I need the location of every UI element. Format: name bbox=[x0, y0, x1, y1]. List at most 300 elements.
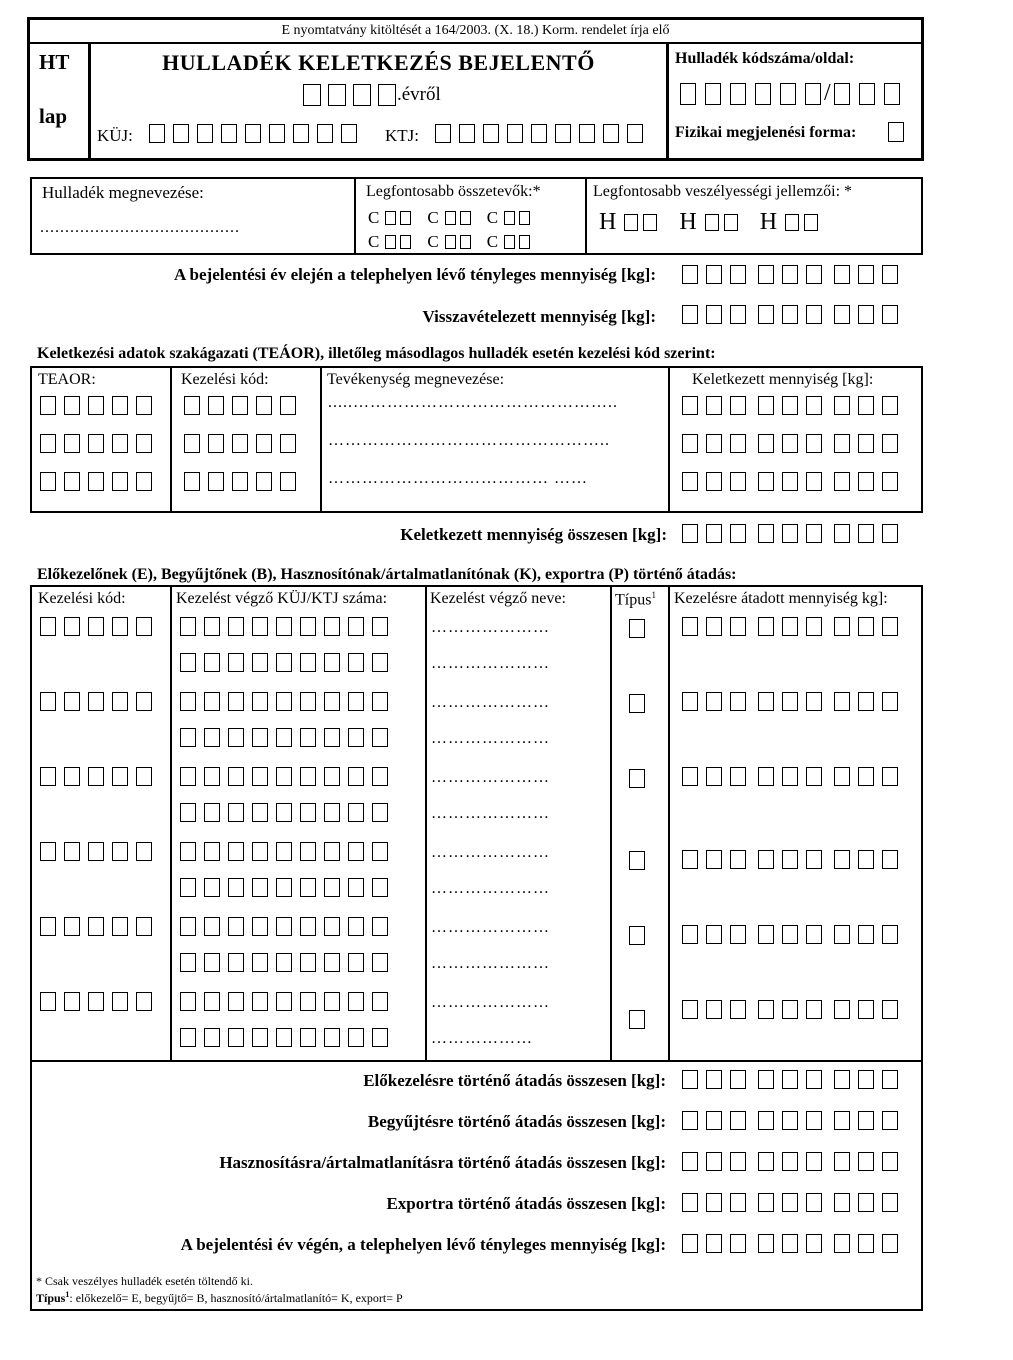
digit-box[interactable] bbox=[806, 1000, 822, 1019]
tr-ktj-input[interactable] bbox=[180, 803, 388, 822]
digit-box[interactable] bbox=[372, 803, 388, 822]
digit-box[interactable] bbox=[88, 617, 104, 636]
digit-box[interactable] bbox=[782, 396, 798, 415]
digit-box[interactable] bbox=[228, 842, 244, 861]
digit-box[interactable] bbox=[730, 617, 746, 636]
digit-box[interactable] bbox=[256, 434, 272, 453]
digit-box[interactable] bbox=[882, 767, 898, 786]
digit-box[interactable] bbox=[232, 396, 248, 415]
digit-box[interactable] bbox=[834, 767, 850, 786]
digit-box[interactable] bbox=[180, 692, 196, 711]
digit-box[interactable] bbox=[300, 992, 316, 1011]
digit-box[interactable] bbox=[64, 842, 80, 861]
digit-box[interactable] bbox=[252, 842, 268, 861]
digit-box[interactable] bbox=[758, 265, 774, 284]
digit-box[interactable] bbox=[706, 1000, 722, 1019]
digit-box[interactable] bbox=[682, 472, 698, 491]
digit-box[interactable] bbox=[782, 472, 798, 491]
digit-box[interactable] bbox=[730, 1000, 746, 1019]
digit-box[interactable] bbox=[204, 953, 220, 972]
digit-box[interactable] bbox=[40, 992, 56, 1011]
digit-box[interactable] bbox=[706, 925, 722, 944]
tr-name-field[interactable]: ………………… bbox=[431, 880, 550, 897]
digit-box[interactable] bbox=[706, 767, 722, 786]
digit-box[interactable] bbox=[782, 1152, 798, 1171]
digit-box[interactable] bbox=[64, 917, 80, 936]
digit-box[interactable] bbox=[136, 434, 152, 453]
digit-box[interactable] bbox=[882, 472, 898, 491]
tr-name-field[interactable]: ………………… bbox=[431, 844, 550, 861]
digit-box[interactable] bbox=[782, 925, 798, 944]
hazard-grid[interactable]: H H H bbox=[599, 209, 818, 236]
digit-box[interactable] bbox=[348, 767, 364, 786]
digit-box[interactable] bbox=[730, 265, 746, 284]
digit-box[interactable] bbox=[758, 767, 774, 786]
digit-box[interactable] bbox=[204, 878, 220, 897]
digit-box[interactable] bbox=[882, 850, 898, 869]
tr-kuj-input[interactable] bbox=[180, 617, 388, 636]
digit-box[interactable] bbox=[758, 1111, 774, 1130]
digit-box[interactable] bbox=[372, 842, 388, 861]
digit-box[interactable] bbox=[112, 842, 128, 861]
digit-box[interactable] bbox=[204, 728, 220, 747]
digit-box[interactable] bbox=[758, 1152, 774, 1171]
digit-box[interactable] bbox=[758, 524, 774, 543]
digit-box[interactable] bbox=[806, 1152, 822, 1171]
digit-box[interactable] bbox=[136, 472, 152, 491]
digit-box[interactable] bbox=[348, 617, 364, 636]
digit-box[interactable] bbox=[64, 992, 80, 1011]
digit-box[interactable] bbox=[324, 728, 340, 747]
digit-box[interactable] bbox=[806, 850, 822, 869]
digit-box[interactable] bbox=[252, 617, 268, 636]
waste-code-input[interactable] bbox=[680, 80, 900, 107]
digit-box[interactable] bbox=[682, 1234, 698, 1253]
digit-box[interactable] bbox=[228, 728, 244, 747]
digit-box[interactable] bbox=[180, 992, 196, 1011]
ktj-input[interactable] bbox=[435, 124, 643, 143]
digit-box[interactable] bbox=[858, 472, 874, 491]
digit-box[interactable] bbox=[372, 728, 388, 747]
digit-box[interactable] bbox=[882, 524, 898, 543]
digit-box[interactable] bbox=[834, 1111, 850, 1130]
digit-box[interactable] bbox=[208, 472, 224, 491]
digit-box[interactable] bbox=[136, 917, 152, 936]
digit-box[interactable] bbox=[730, 1070, 746, 1089]
digit-box[interactable] bbox=[112, 917, 128, 936]
digit-box[interactable] bbox=[180, 1028, 196, 1047]
digit-box[interactable] bbox=[834, 1193, 850, 1212]
digit-box[interactable] bbox=[730, 434, 746, 453]
digit-box[interactable] bbox=[806, 767, 822, 786]
digit-box[interactable] bbox=[834, 265, 850, 284]
digit-box[interactable] bbox=[348, 878, 364, 897]
digit-box[interactable] bbox=[300, 1028, 316, 1047]
digit-box[interactable] bbox=[372, 992, 388, 1011]
digit-box[interactable] bbox=[806, 1070, 822, 1089]
tr-ktj-input[interactable] bbox=[180, 728, 388, 747]
digit-box[interactable] bbox=[300, 692, 316, 711]
digit-box[interactable] bbox=[758, 1000, 774, 1019]
digit-box[interactable] bbox=[372, 692, 388, 711]
digit-box[interactable] bbox=[208, 434, 224, 453]
digit-box[interactable] bbox=[372, 653, 388, 672]
digit-box[interactable] bbox=[372, 1028, 388, 1047]
digit-box[interactable] bbox=[806, 265, 822, 284]
digit-box[interactable] bbox=[204, 653, 220, 672]
digit-box[interactable] bbox=[782, 434, 798, 453]
digit-box[interactable] bbox=[682, 434, 698, 453]
tr-quantity-input[interactable] bbox=[682, 692, 898, 711]
digit-box[interactable] bbox=[682, 305, 698, 324]
digit-box[interactable] bbox=[276, 653, 292, 672]
tr-treatment-input[interactable] bbox=[40, 917, 152, 936]
digit-box[interactable] bbox=[858, 305, 874, 324]
generation-total-input[interactable] bbox=[682, 524, 898, 543]
digit-box[interactable] bbox=[782, 524, 798, 543]
gen-quantity-input[interactable] bbox=[682, 434, 898, 453]
digit-box[interactable] bbox=[372, 767, 388, 786]
digit-box[interactable] bbox=[858, 396, 874, 415]
tr-name-field[interactable]: ………………… bbox=[431, 694, 550, 711]
digit-box[interactable] bbox=[64, 692, 80, 711]
gen-treatment-input[interactable] bbox=[184, 472, 296, 491]
digit-box[interactable] bbox=[348, 842, 364, 861]
digit-box[interactable] bbox=[782, 767, 798, 786]
digit-box[interactable] bbox=[300, 842, 316, 861]
digit-box[interactable] bbox=[64, 434, 80, 453]
digit-box[interactable] bbox=[204, 992, 220, 1011]
digit-box[interactable] bbox=[228, 1028, 244, 1047]
digit-box[interactable] bbox=[252, 992, 268, 1011]
digit-box[interactable] bbox=[782, 617, 798, 636]
digit-box[interactable] bbox=[252, 692, 268, 711]
digit-box[interactable] bbox=[228, 617, 244, 636]
digit-box[interactable] bbox=[372, 917, 388, 936]
digit-box[interactable] bbox=[682, 524, 698, 543]
digit-box[interactable] bbox=[706, 1111, 722, 1130]
digit-box[interactable] bbox=[730, 925, 746, 944]
digit-box[interactable] bbox=[834, 305, 850, 324]
digit-box[interactable] bbox=[204, 842, 220, 861]
digit-box[interactable] bbox=[882, 305, 898, 324]
digit-box[interactable] bbox=[730, 692, 746, 711]
digit-box[interactable] bbox=[782, 305, 798, 324]
digit-box[interactable] bbox=[706, 1234, 722, 1253]
digit-box[interactable] bbox=[758, 617, 774, 636]
digit-box[interactable] bbox=[64, 396, 80, 415]
digit-box[interactable] bbox=[252, 728, 268, 747]
digit-box[interactable] bbox=[228, 917, 244, 936]
digit-box[interactable] bbox=[184, 434, 200, 453]
digit-box[interactable] bbox=[782, 1234, 798, 1253]
digit-box[interactable] bbox=[834, 692, 850, 711]
tr-treatment-input[interactable] bbox=[40, 692, 152, 711]
digit-box[interactable] bbox=[882, 1000, 898, 1019]
tr-quantity-input[interactable] bbox=[682, 1000, 898, 1019]
tr-name-field[interactable]: ………………… bbox=[431, 955, 550, 972]
tr-kuj-input[interactable] bbox=[180, 917, 388, 936]
digit-box[interactable] bbox=[280, 472, 296, 491]
digit-box[interactable] bbox=[276, 953, 292, 972]
physical-form-input[interactable] bbox=[888, 122, 904, 142]
gen-teaor-input[interactable] bbox=[40, 472, 152, 491]
digit-box[interactable] bbox=[64, 472, 80, 491]
digit-box[interactable] bbox=[276, 617, 292, 636]
transfer-total-input[interactable] bbox=[682, 1070, 898, 1089]
digit-box[interactable] bbox=[276, 728, 292, 747]
gen-quantity-input[interactable] bbox=[682, 472, 898, 491]
digit-box[interactable] bbox=[834, 1070, 850, 1089]
digit-box[interactable] bbox=[252, 803, 268, 822]
digit-box[interactable] bbox=[228, 692, 244, 711]
digit-box[interactable] bbox=[834, 1234, 850, 1253]
digit-box[interactable] bbox=[348, 803, 364, 822]
tr-type-input[interactable] bbox=[629, 619, 645, 638]
digit-box[interactable] bbox=[348, 653, 364, 672]
digit-box[interactable] bbox=[882, 396, 898, 415]
tr-quantity-input[interactable] bbox=[682, 925, 898, 944]
digit-box[interactable] bbox=[730, 850, 746, 869]
digit-box[interactable] bbox=[180, 767, 196, 786]
digit-box[interactable] bbox=[204, 767, 220, 786]
digit-box[interactable] bbox=[252, 767, 268, 786]
digit-box[interactable] bbox=[682, 617, 698, 636]
digit-box[interactable] bbox=[682, 767, 698, 786]
digit-box[interactable] bbox=[806, 524, 822, 543]
digit-box[interactable] bbox=[40, 917, 56, 936]
digit-box[interactable] bbox=[276, 803, 292, 822]
digit-box[interactable] bbox=[682, 265, 698, 284]
digit-box[interactable] bbox=[858, 1234, 874, 1253]
digit-box[interactable] bbox=[252, 953, 268, 972]
digit-box[interactable] bbox=[276, 1028, 292, 1047]
digit-box[interactable] bbox=[758, 1193, 774, 1212]
gen-activity-field[interactable]: ………………………………… …… bbox=[328, 470, 588, 487]
digit-box[interactable] bbox=[300, 767, 316, 786]
year-input[interactable] bbox=[303, 84, 441, 106]
digit-box[interactable] bbox=[682, 850, 698, 869]
digit-box[interactable] bbox=[858, 692, 874, 711]
gen-teaor-input[interactable] bbox=[40, 434, 152, 453]
digit-box[interactable] bbox=[88, 472, 104, 491]
digit-box[interactable] bbox=[88, 434, 104, 453]
digit-box[interactable] bbox=[858, 617, 874, 636]
digit-box[interactable] bbox=[136, 767, 152, 786]
tr-ktj-input[interactable] bbox=[180, 1028, 388, 1047]
digit-box[interactable] bbox=[136, 692, 152, 711]
digit-box[interactable] bbox=[834, 850, 850, 869]
digit-box[interactable] bbox=[300, 653, 316, 672]
digit-box[interactable] bbox=[782, 1193, 798, 1212]
digit-box[interactable] bbox=[348, 917, 364, 936]
tr-name-field[interactable]: ………………… bbox=[431, 994, 550, 1011]
tr-type-input[interactable] bbox=[629, 926, 645, 945]
tr-treatment-input[interactable] bbox=[40, 617, 152, 636]
digit-box[interactable] bbox=[204, 803, 220, 822]
tr-kuj-input[interactable] bbox=[180, 692, 388, 711]
digit-box[interactable] bbox=[276, 692, 292, 711]
digit-box[interactable] bbox=[706, 524, 722, 543]
transfer-total-input[interactable] bbox=[682, 1152, 898, 1171]
digit-box[interactable] bbox=[64, 617, 80, 636]
digit-box[interactable] bbox=[834, 617, 850, 636]
digit-box[interactable] bbox=[706, 396, 722, 415]
digit-box[interactable] bbox=[204, 617, 220, 636]
digit-box[interactable] bbox=[882, 1111, 898, 1130]
tr-kuj-input[interactable] bbox=[180, 842, 388, 861]
digit-box[interactable] bbox=[324, 653, 340, 672]
digit-box[interactable] bbox=[858, 1070, 874, 1089]
digit-box[interactable] bbox=[858, 1193, 874, 1212]
digit-box[interactable] bbox=[806, 692, 822, 711]
digit-box[interactable] bbox=[882, 617, 898, 636]
digit-box[interactable] bbox=[300, 917, 316, 936]
tr-ktj-input[interactable] bbox=[180, 653, 388, 672]
digit-box[interactable] bbox=[706, 850, 722, 869]
digit-box[interactable] bbox=[806, 925, 822, 944]
digit-box[interactable] bbox=[706, 617, 722, 636]
digit-box[interactable] bbox=[252, 917, 268, 936]
digit-box[interactable] bbox=[276, 767, 292, 786]
digit-box[interactable] bbox=[882, 434, 898, 453]
tr-treatment-input[interactable] bbox=[40, 767, 152, 786]
gen-teaor-input[interactable] bbox=[40, 396, 152, 415]
tr-quantity-input[interactable] bbox=[682, 850, 898, 869]
gen-quantity-input[interactable] bbox=[682, 396, 898, 415]
taken-back-input[interactable] bbox=[682, 305, 898, 324]
digit-box[interactable] bbox=[882, 1070, 898, 1089]
digit-box[interactable] bbox=[324, 878, 340, 897]
digit-box[interactable] bbox=[88, 767, 104, 786]
digit-box[interactable] bbox=[730, 524, 746, 543]
digit-box[interactable] bbox=[882, 692, 898, 711]
gen-treatment-input[interactable] bbox=[184, 396, 296, 415]
digit-box[interactable] bbox=[782, 1070, 798, 1089]
digit-box[interactable] bbox=[372, 617, 388, 636]
digit-box[interactable] bbox=[40, 472, 56, 491]
digit-box[interactable] bbox=[834, 925, 850, 944]
digit-box[interactable] bbox=[348, 692, 364, 711]
digit-box[interactable] bbox=[858, 1111, 874, 1130]
tr-name-field[interactable]: ………………… bbox=[431, 730, 550, 747]
digit-box[interactable] bbox=[88, 992, 104, 1011]
digit-box[interactable] bbox=[180, 617, 196, 636]
digit-box[interactable] bbox=[324, 1028, 340, 1047]
digit-box[interactable] bbox=[730, 1193, 746, 1212]
digit-box[interactable] bbox=[806, 305, 822, 324]
digit-box[interactable] bbox=[180, 653, 196, 672]
tr-name-field[interactable]: ………………… bbox=[431, 655, 550, 672]
tr-treatment-input[interactable] bbox=[40, 992, 152, 1011]
digit-box[interactable] bbox=[782, 850, 798, 869]
digit-box[interactable] bbox=[300, 617, 316, 636]
digit-box[interactable] bbox=[232, 434, 248, 453]
digit-box[interactable] bbox=[706, 434, 722, 453]
digit-box[interactable] bbox=[112, 692, 128, 711]
digit-box[interactable] bbox=[806, 396, 822, 415]
digit-box[interactable] bbox=[280, 434, 296, 453]
digit-box[interactable] bbox=[324, 803, 340, 822]
digit-box[interactable] bbox=[204, 917, 220, 936]
digit-box[interactable] bbox=[858, 925, 874, 944]
digit-box[interactable] bbox=[858, 524, 874, 543]
digit-box[interactable] bbox=[758, 925, 774, 944]
digit-box[interactable] bbox=[758, 1070, 774, 1089]
digit-box[interactable] bbox=[228, 653, 244, 672]
digit-box[interactable] bbox=[372, 878, 388, 897]
tr-type-input[interactable] bbox=[629, 1010, 645, 1029]
digit-box[interactable] bbox=[834, 472, 850, 491]
digit-box[interactable] bbox=[858, 850, 874, 869]
tr-name-field[interactable]: ……………… bbox=[431, 1030, 533, 1047]
digit-box[interactable] bbox=[112, 434, 128, 453]
digit-box[interactable] bbox=[758, 434, 774, 453]
digit-box[interactable] bbox=[184, 472, 200, 491]
digit-box[interactable] bbox=[758, 472, 774, 491]
start-of-year-input[interactable] bbox=[682, 265, 898, 284]
digit-box[interactable] bbox=[324, 617, 340, 636]
digit-box[interactable] bbox=[834, 396, 850, 415]
tr-name-field[interactable]: ………………… bbox=[431, 805, 550, 822]
digit-box[interactable] bbox=[730, 767, 746, 786]
digit-box[interactable] bbox=[40, 617, 56, 636]
digit-box[interactable] bbox=[834, 1152, 850, 1171]
digit-box[interactable] bbox=[256, 396, 272, 415]
digit-box[interactable] bbox=[324, 767, 340, 786]
tr-kuj-input[interactable] bbox=[180, 767, 388, 786]
digit-box[interactable] bbox=[348, 992, 364, 1011]
digit-box[interactable] bbox=[706, 265, 722, 284]
digit-box[interactable] bbox=[706, 1193, 722, 1212]
digit-box[interactable] bbox=[208, 396, 224, 415]
digit-box[interactable] bbox=[782, 265, 798, 284]
digit-box[interactable] bbox=[40, 396, 56, 415]
digit-box[interactable] bbox=[180, 953, 196, 972]
digit-box[interactable] bbox=[276, 992, 292, 1011]
digit-box[interactable] bbox=[758, 850, 774, 869]
tr-quantity-input[interactable] bbox=[682, 617, 898, 636]
digit-box[interactable] bbox=[232, 472, 248, 491]
digit-box[interactable] bbox=[782, 1000, 798, 1019]
digit-box[interactable] bbox=[180, 842, 196, 861]
digit-box[interactable] bbox=[834, 524, 850, 543]
digit-box[interactable] bbox=[324, 692, 340, 711]
tr-ktj-input[interactable] bbox=[180, 953, 388, 972]
tr-type-input[interactable] bbox=[629, 851, 645, 870]
tr-type-input[interactable] bbox=[629, 769, 645, 788]
digit-box[interactable] bbox=[706, 692, 722, 711]
transfer-total-input[interactable] bbox=[682, 1111, 898, 1130]
digit-box[interactable] bbox=[136, 992, 152, 1011]
digit-box[interactable] bbox=[782, 692, 798, 711]
digit-box[interactable] bbox=[324, 842, 340, 861]
digit-box[interactable] bbox=[300, 953, 316, 972]
tr-ktj-input[interactable] bbox=[180, 878, 388, 897]
digit-box[interactable] bbox=[112, 396, 128, 415]
tr-name-field[interactable]: ………………… bbox=[431, 769, 550, 786]
digit-box[interactable] bbox=[758, 692, 774, 711]
digit-box[interactable] bbox=[300, 803, 316, 822]
digit-box[interactable] bbox=[180, 728, 196, 747]
gen-activity-field[interactable]: .....……………………………………….. bbox=[328, 394, 618, 411]
digit-box[interactable] bbox=[256, 472, 272, 491]
digit-box[interactable] bbox=[40, 692, 56, 711]
tr-name-field[interactable]: ………………… bbox=[431, 619, 550, 636]
digit-box[interactable] bbox=[882, 925, 898, 944]
digit-box[interactable] bbox=[858, 1000, 874, 1019]
digit-box[interactable] bbox=[300, 878, 316, 897]
